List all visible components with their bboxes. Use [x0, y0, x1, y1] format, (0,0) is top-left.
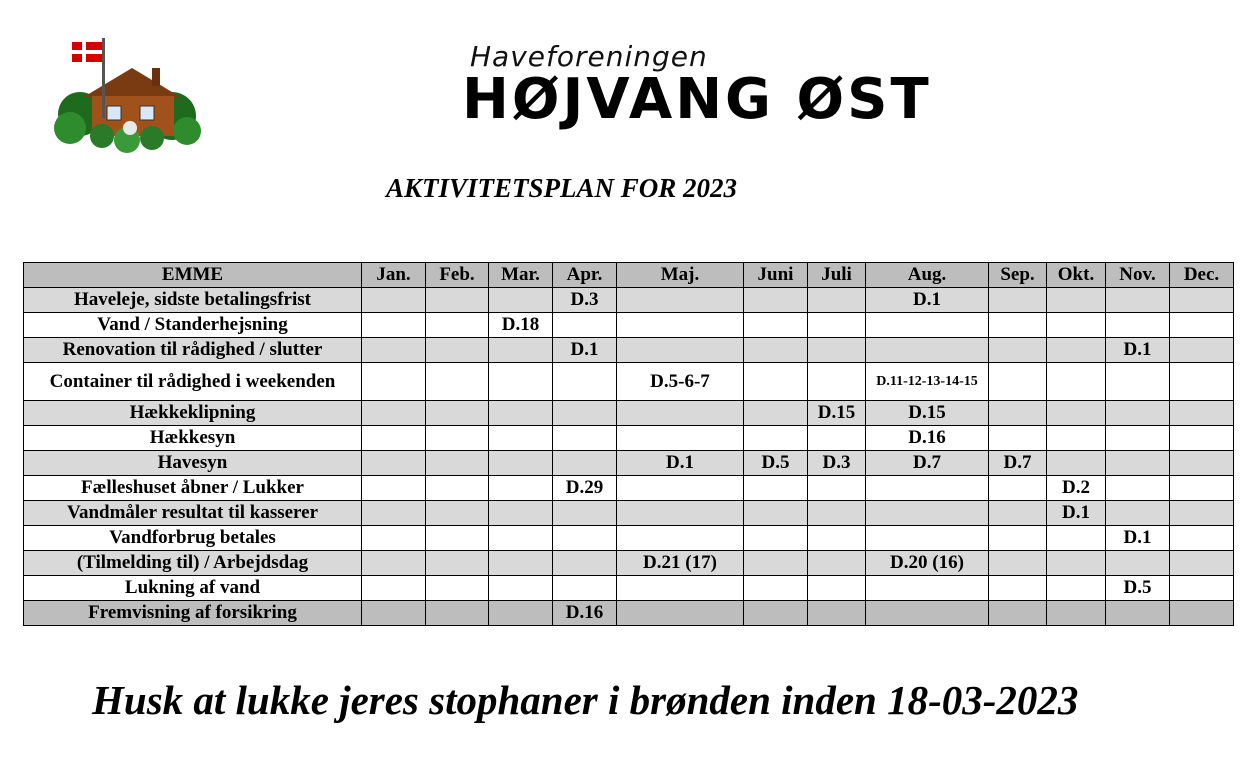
date-cell: D.20 (16) [866, 551, 989, 576]
date-cell [1047, 363, 1106, 401]
date-cell [808, 526, 866, 551]
date-cell [1170, 401, 1234, 426]
date-cell [1047, 576, 1106, 601]
date-cell [617, 288, 744, 313]
date-cell [866, 338, 989, 363]
table-row [24, 551, 1234, 576]
date-cell [426, 338, 489, 363]
date-cell [744, 501, 808, 526]
date-cell [553, 426, 617, 451]
date-cell [362, 601, 426, 626]
activity-name-cell: Container til rådighed i weekenden [24, 363, 362, 401]
date-cell [1170, 476, 1234, 501]
date-cell [426, 526, 489, 551]
date-cell [426, 476, 489, 501]
date-cell [489, 338, 553, 363]
date-cell [989, 551, 1047, 576]
date-cell [866, 576, 989, 601]
table-row [24, 338, 1234, 363]
date-cell [553, 451, 617, 476]
activity-plan-table [23, 262, 1234, 626]
date-cell [1106, 401, 1170, 426]
date-cell [808, 363, 866, 401]
date-cell: D.1 [1106, 338, 1170, 363]
date-cell [362, 551, 426, 576]
column-header-month: Feb. [426, 263, 489, 288]
date-cell [426, 576, 489, 601]
activity-name-cell: Vand / Standerhejsning [24, 313, 362, 338]
date-cell: D.18 [489, 313, 553, 338]
date-cell: D.29 [553, 476, 617, 501]
date-cell [489, 401, 553, 426]
column-header-month: Sep. [989, 263, 1047, 288]
table-row [24, 601, 1234, 626]
date-cell: D.3 [808, 451, 866, 476]
date-cell [426, 551, 489, 576]
date-cell: D.15 [866, 401, 989, 426]
date-cell [744, 526, 808, 551]
date-cell: D.21 (17) [617, 551, 744, 576]
date-cell [1106, 476, 1170, 501]
date-cell [866, 501, 989, 526]
table-row [24, 426, 1234, 451]
date-cell [617, 476, 744, 501]
date-cell [426, 363, 489, 401]
date-cell [1170, 576, 1234, 601]
date-cell [1047, 426, 1106, 451]
date-cell [1106, 551, 1170, 576]
table-row [24, 363, 1234, 401]
date-cell [744, 551, 808, 576]
date-cell [489, 288, 553, 313]
date-cell [553, 501, 617, 526]
date-cell [989, 426, 1047, 451]
date-cell [744, 313, 808, 338]
date-cell: D.1 [1047, 501, 1106, 526]
date-cell [617, 313, 744, 338]
column-header-month: Apr. [553, 263, 617, 288]
date-cell [617, 426, 744, 451]
column-header-month: Okt. [1047, 263, 1106, 288]
date-cell [1170, 551, 1234, 576]
date-cell [553, 526, 617, 551]
date-cell [1106, 426, 1170, 451]
date-cell [744, 288, 808, 313]
date-cell: D.7 [989, 451, 1047, 476]
activity-name-cell: Hækkesyn [24, 426, 362, 451]
date-cell [1170, 601, 1234, 626]
date-cell [489, 526, 553, 551]
table-row [24, 288, 1234, 313]
activity-name-cell: (Tilmelding til) / Arbejdsdag [24, 551, 362, 576]
date-cell [426, 501, 489, 526]
date-cell [489, 576, 553, 601]
date-cell [489, 601, 553, 626]
date-cell: D.7 [866, 451, 989, 476]
date-cell [808, 576, 866, 601]
date-cell [426, 288, 489, 313]
date-cell [362, 338, 426, 363]
date-cell [989, 288, 1047, 313]
column-header-month: Mar. [489, 263, 553, 288]
date-cell [808, 288, 866, 313]
date-cell [362, 501, 426, 526]
date-cell [1047, 401, 1106, 426]
date-cell [553, 401, 617, 426]
date-cell [744, 338, 808, 363]
date-cell [1170, 313, 1234, 338]
date-cell [989, 313, 1047, 338]
date-cell [362, 451, 426, 476]
table-row [24, 401, 1234, 426]
club-logo-icon [52, 36, 202, 154]
date-cell [1106, 313, 1170, 338]
table-row [24, 313, 1234, 338]
date-cell [808, 551, 866, 576]
club-brand [462, 38, 942, 133]
date-cell [617, 601, 744, 626]
column-header-month: Dec. [1170, 263, 1234, 288]
date-cell [808, 313, 866, 338]
column-header-activity: EMME [24, 263, 362, 288]
activity-name-cell: Fremvisning af forsikring [24, 601, 362, 626]
date-cell [1047, 526, 1106, 551]
date-cell [617, 338, 744, 363]
date-cell: D.16 [866, 426, 989, 451]
date-cell [426, 313, 489, 338]
date-cell [866, 476, 989, 501]
date-cell [362, 288, 426, 313]
date-cell [617, 576, 744, 601]
date-cell [362, 401, 426, 426]
date-cell [362, 363, 426, 401]
date-cell [1047, 601, 1106, 626]
table-row [24, 501, 1234, 526]
date-cell [362, 526, 426, 551]
activity-name-cell: Fælleshuset åbner / Lukker [24, 476, 362, 501]
date-cell [617, 501, 744, 526]
date-cell [617, 401, 744, 426]
date-cell [866, 526, 989, 551]
date-cell [553, 313, 617, 338]
date-cell [489, 363, 553, 401]
date-cell [1170, 526, 1234, 551]
activity-name-cell: Renovation til rådighed / slutter [24, 338, 362, 363]
date-cell [989, 526, 1047, 551]
date-cell [1047, 451, 1106, 476]
brand-title: HØJVANG ØST [462, 67, 932, 132]
date-cell [989, 601, 1047, 626]
date-cell [1047, 288, 1106, 313]
date-cell [489, 551, 553, 576]
activity-name-cell: Haveleje, sidste betalingsfrist [24, 288, 362, 313]
activity-name-cell: Vandforbrug betales [24, 526, 362, 551]
table-row [24, 526, 1234, 551]
date-cell [1047, 551, 1106, 576]
date-cell [426, 426, 489, 451]
table-row [24, 476, 1234, 501]
date-cell [744, 476, 808, 501]
date-cell: D.1 [617, 451, 744, 476]
date-cell: D.1 [866, 288, 989, 313]
date-cell: D.15 [808, 401, 866, 426]
date-cell [617, 526, 744, 551]
date-cell [362, 426, 426, 451]
column-header-month: Nov. [1106, 263, 1170, 288]
date-cell: D.1 [553, 338, 617, 363]
date-cell [1170, 426, 1234, 451]
date-cell [1047, 338, 1106, 363]
date-cell [744, 426, 808, 451]
date-cell [362, 576, 426, 601]
date-cell [866, 313, 989, 338]
date-cell [1170, 501, 1234, 526]
column-header-month: Juni [744, 263, 808, 288]
date-cell: D.5-6-7 [617, 363, 744, 401]
date-cell [808, 426, 866, 451]
date-cell: D.3 [553, 288, 617, 313]
activity-name-cell: Havesyn [24, 451, 362, 476]
date-cell [866, 601, 989, 626]
table-row [24, 576, 1234, 601]
date-cell [553, 551, 617, 576]
date-cell [808, 476, 866, 501]
date-cell [744, 401, 808, 426]
date-cell [1106, 363, 1170, 401]
date-cell [1170, 338, 1234, 363]
date-cell [1047, 313, 1106, 338]
reminder-note: Husk at lukke jeres stophaner i brønden inden 18-03-2023 [92, 677, 1079, 723]
date-cell [1106, 451, 1170, 476]
date-cell [553, 363, 617, 401]
date-cell [489, 476, 553, 501]
date-cell [489, 451, 553, 476]
date-cell [1106, 288, 1170, 313]
date-cell [489, 426, 553, 451]
date-cell [362, 476, 426, 501]
date-cell [426, 451, 489, 476]
column-header-month: Aug. [866, 263, 989, 288]
date-cell [426, 401, 489, 426]
date-cell [1170, 451, 1234, 476]
date-cell [744, 576, 808, 601]
date-cell: D.11-12-13-14-15 [866, 363, 989, 401]
column-header-month: Juli [808, 263, 866, 288]
date-cell [1106, 601, 1170, 626]
activity-name-cell: Vandmåler resultat til kasserer [24, 501, 362, 526]
date-cell: D.5 [744, 451, 808, 476]
date-cell [989, 338, 1047, 363]
date-cell [744, 601, 808, 626]
date-cell [989, 363, 1047, 401]
date-cell [1170, 363, 1234, 401]
column-header-month: Maj. [617, 263, 744, 288]
date-cell: D.16 [553, 601, 617, 626]
date-cell [744, 363, 808, 401]
date-cell [426, 601, 489, 626]
date-cell [1106, 501, 1170, 526]
date-cell: D.2 [1047, 476, 1106, 501]
date-cell [489, 501, 553, 526]
date-cell [362, 313, 426, 338]
date-cell [553, 576, 617, 601]
date-cell [989, 401, 1047, 426]
activity-name-cell: Hækkeklipning [24, 401, 362, 426]
date-cell [989, 501, 1047, 526]
page-title: AKTIVITETSPLAN FOR 2023 [386, 173, 738, 203]
activity-name-cell: Lukning af vand [24, 576, 362, 601]
column-header-month: Jan. [362, 263, 426, 288]
date-cell: D.1 [1106, 526, 1170, 551]
date-cell [989, 476, 1047, 501]
table-row [24, 451, 1234, 476]
date-cell [808, 501, 866, 526]
table-header-row [24, 263, 1234, 288]
brand-subtitle: Haveforeningen [470, 40, 708, 73]
date-cell [989, 576, 1047, 601]
date-cell [808, 338, 866, 363]
date-cell [808, 601, 866, 626]
date-cell: D.5 [1106, 576, 1170, 601]
date-cell [1170, 288, 1234, 313]
